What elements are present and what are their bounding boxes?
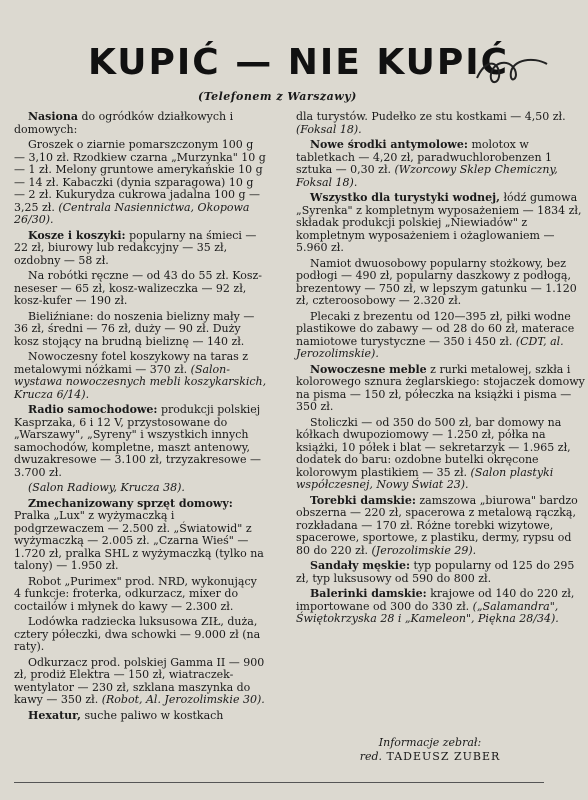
author-credit (310, 736, 550, 764)
author-name: TADEUSZ ZUBER (386, 750, 501, 763)
entry-source: (Salon plastyki współczesnej, Nowy Świat 23). (296, 465, 554, 491)
entry-heading: Balerinki damskie: (310, 587, 427, 600)
entry-source: (CDT, al. Jerozolimskie). (296, 334, 564, 360)
entry-heading: Radio samochodowe: (28, 403, 158, 416)
entry-text: typ popularny od 125 do 295 zł, typ luksusowy od 590 do 800 zł. (296, 559, 575, 585)
entry-text: z rurki metalowej, szkła i kolorowego sznura żeglarskiego: stojaczek domowy na pisma — 150 zł, półeczka na książki i pisma — 350 zł. (296, 362, 585, 413)
price-entry (296, 588, 588, 626)
entry-source: („Salamandra", Świętokrzyska 28 i „Kameleon", Piękna 28/34). (296, 599, 559, 625)
price-entry (296, 192, 588, 255)
credit-red: red. (359, 750, 382, 763)
entry-source: (Salon-wystawa nowoczesnych mebli koszykarskich, Krucza 6/14). (14, 362, 267, 401)
right-column (288, 110, 585, 711)
entry-text: Bieliźniane: do noszenia bielizny mały — 36 zł, średni — 76 zł, duży — 90 zł. Duży kosz stojący na brudną bieliznę — 140 zł. (14, 309, 255, 348)
price-entry (296, 139, 588, 189)
entry-source: (Salon Radiowy, Krucza 38). (28, 481, 185, 494)
entry-text: do ogródków działkowych i domowych: (14, 110, 234, 136)
entry-heading: Sandały męskie: (310, 559, 411, 572)
price-entry (14, 111, 267, 136)
entry-heading: Nowoczesne meble (310, 362, 427, 376)
article-title: KUPIĆ — NIE KUPIĆ (88, 42, 510, 83)
entry-text: łódź gumowa „Syrenka" z kompletnym wyposażeniem — 1834 zł, składak produkcji polskiej „Niewiadów" z kompletnym wyposażeniem i ożaglowaniem — 5.960 zł. (296, 191, 582, 254)
price-entry (14, 311, 267, 349)
entry-text: zamszowa „biurowa" bardzo obszerna — 220 zł, spacerowa z metalową rączką, rozkładana — 170 zł. Różne torebki wizytowe, spacerowe, sportowe, z plastiku, dermy, rypsu od 80 do 220 zł. (296, 493, 578, 557)
entry-text: Lodówka radziecka luksusowa ZIŁ, duża, cztery półeczki, dwa schowki — 9.000 zł (na raty). (14, 615, 261, 653)
entry-text: suche paliwo w kostkach (80, 708, 224, 722)
entry-source: (Robot, Al. Jerozolimskie 30). (101, 693, 265, 706)
entry-text: krajowe od 140 do 220 zł, importowane od 300 do 330 zł. (296, 587, 575, 613)
entry-text: Namiot dwuosobowy popularny stożkowy, bez podłogi — 490 zł, popularny daszkowy z podłogą, brezentowy — 750 zł, w lepszym gatunku — 1.120 zł, czteroosobowy — 2.320 zł. (296, 256, 577, 307)
entry-text: Pralka „Lux" z wyżymaczką i podgrzewaczem — 2.500 zł. „Światowid" z wyżymaczką — 2.005 zł. „Czarna Wieś" — 1.720 zł, pralka SHL z wyżymaczką (tylko na talony) — 1.950 zł. (14, 509, 264, 572)
price-entry (14, 404, 267, 479)
entry-heading: Nowe środki antymolowe: (310, 138, 468, 151)
credit-intro: Informacje zebrał: (378, 736, 482, 749)
entry-source: (Foksal 18). (296, 122, 362, 136)
price-entry (14, 139, 267, 227)
price-entry (14, 710, 267, 723)
entry-source: (Wzorcowy Sklep Chemiczny, Foksal 18). (296, 163, 558, 189)
price-entry (14, 576, 267, 614)
entry-text: Robot „Purimex" prod. NRD, wykonujący 4 funkcje: froterka, odkurzacz, mixer do coctailów i młynek do kawy — 2.300 zł. (14, 574, 257, 613)
price-entry (296, 364, 588, 414)
price-entry (14, 351, 267, 401)
decorative-squiggle-icon (475, 50, 550, 90)
left-column (0, 111, 281, 800)
entry-text: molotox w tabletkach — 4,20 zł, paradwuchlorobenzen 1 sztuka — 0,30 zł. (296, 138, 553, 176)
price-entry (14, 230, 267, 268)
entry-heading: Wszystko dla turystyki wodnej, (310, 191, 500, 204)
header (70, 38, 553, 88)
price-entry (14, 270, 267, 308)
entry-heading: Zmechanizowany sprzęt domowy: (28, 496, 233, 510)
entry-text: Odkurzacz prod. polskiej Gamma II — 900 zł, prodiż Elektra — 150 zł, wiatraczek-wentylator — 230 zł, szklana maszynka do kawy — 350 zł. (14, 655, 265, 706)
price-entry (296, 560, 588, 585)
entry-text: Plecaki z brezentu od 120—395 zł, piłki wodne plastikowe do zabawy — od 28 do 60 zł, materace namiotowe turystyczne — 350 i 450 zł. (296, 309, 575, 348)
entry-text: dla turystów. Pudełko ze stu kostkami — 4,50 zł. (296, 110, 566, 123)
price-entry (14, 498, 267, 573)
entry-heading: Nasiona (28, 110, 79, 123)
entry-text: popularny na śmieci — 22 zł, biurowy lub redakcyjny — 35 zł, ozdobny — 58 zł. (14, 228, 257, 267)
price-entry (296, 417, 588, 492)
entry-text: Stoliczki — od 350 do 500 zł, bar domowy na kółkach dwupoziomowy — 1.250 zł, półka na książki, 10 półek i blat — sekretarzyk — 1.965 zł, dodatek do baru: ozdobne butelki okręcone kolorowym plastikiem — 35 zł. (296, 415, 571, 479)
bottom-divider (14, 782, 544, 783)
entry-text: Nowoczesny fotel koszykowy na taras z metalowymi nóżkami — 370 zł. (14, 350, 249, 376)
price-entry (296, 111, 588, 136)
price-entry (14, 482, 267, 495)
entry-text: Na robótki ręczne — od 43 do 55 zł. Kosz-neseser — 65 zł, kosz-walizeczka — 92 zł, kosz-kufer — 190 zł. (14, 269, 263, 307)
price-entry (296, 311, 588, 361)
entry-text: Groszek o ziarnie pomarszczonym 100 g — 3,10 zł. Rzodkiew czarna „Murzynka" 10 g — 1 zł. Melony gruntowe amerykańskie 10 g — 14 zł. Kabaczki (dynia szparagowa) 10 g — 2 zł. Kukurydza cukrowa jadalna 100 g — 3,25 zł. (14, 138, 266, 214)
price-entry (296, 258, 588, 308)
entry-heading: Torebki damskie: (310, 493, 416, 507)
price-entry (296, 495, 588, 558)
price-entry (14, 616, 267, 654)
entry-heading: Kosze i koszyki: (28, 228, 126, 242)
price-entry (14, 657, 267, 707)
entry-heading: Hexatur, (28, 708, 81, 722)
entry-source: (Centrala Nasiennictwa, Okopowa 26/30). (14, 200, 250, 226)
entry-text: produkcji polskiej Kasprzaka, 6 i 12 V, przystosowane do „Warszawy", „Syreny" i wszystkich innych samochodów, kompletne, maszt antenowy, dwuzakresowe — 3.100 zł, trzyzakresowe — 3.700 zł. (14, 403, 262, 479)
article-subtitle: (Telefonem z Warszawy) (198, 90, 357, 103)
entry-source: (Jerozolimskie 29). (371, 543, 477, 557)
